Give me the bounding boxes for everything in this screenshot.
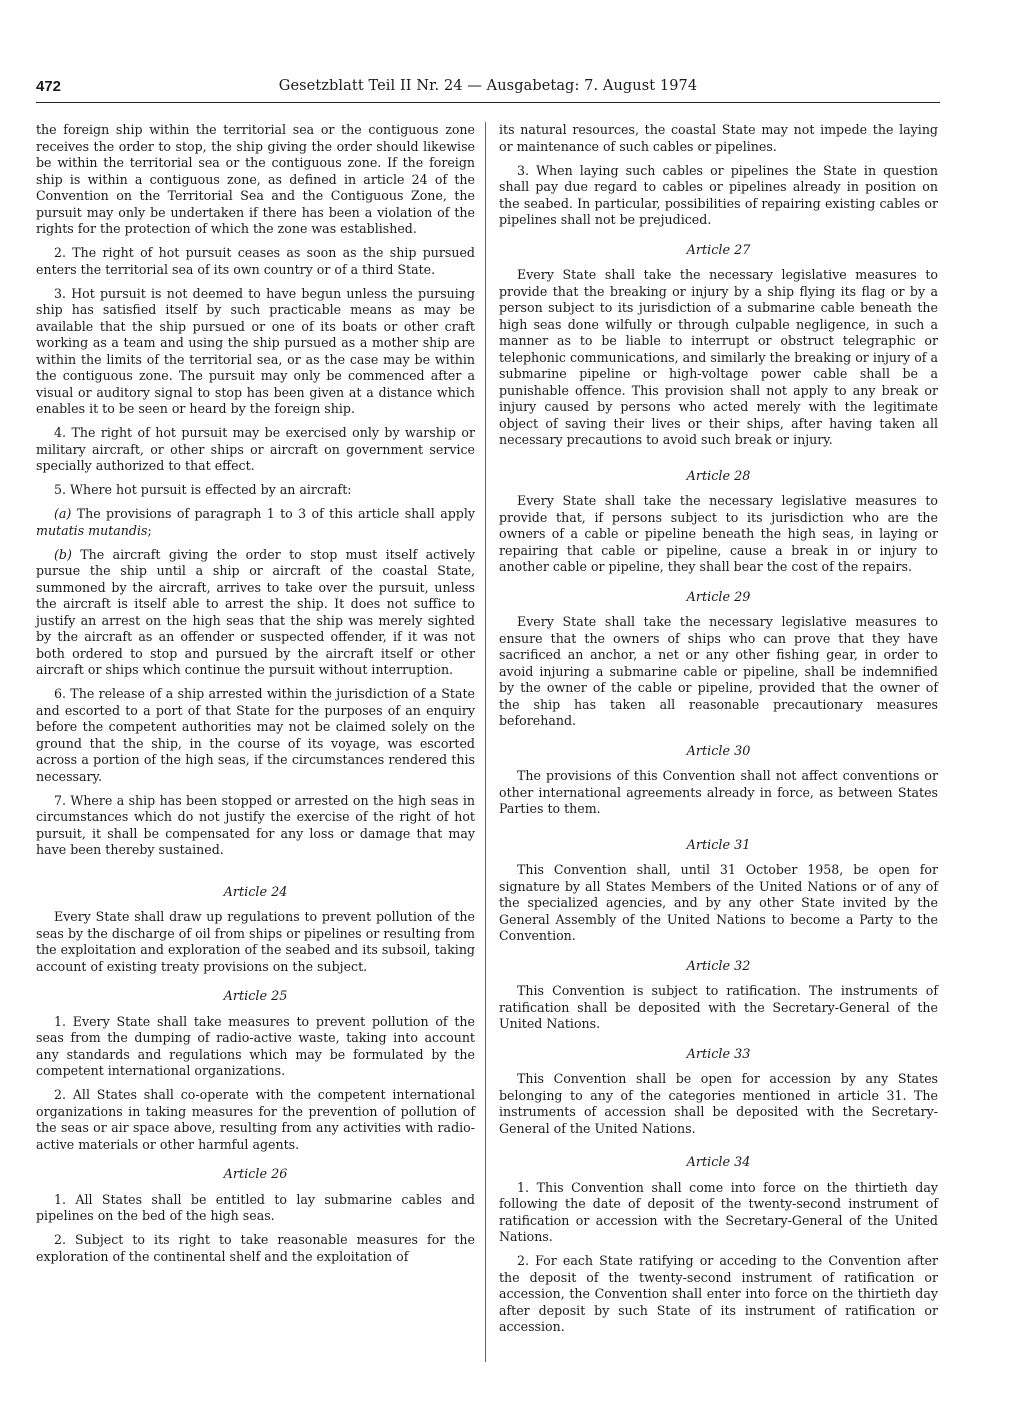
- paragraph: 3. Hot pursuit is not deemed to have begun unless the pursuing ship has satisfied itself by such practicable means as may be available that the ship pursued or one of its boats or other craft working as a team and using the ship pursued as a mother ship are within the limits of the territorial sea, or as the case may be within the contiguous zone. The pursuit may only be commenced after a visual or auditory signal to stop has been given at a distance which enables it to be seen or heard by the foreign ship.: [36, 285, 475, 416]
- running-title: Gesetzblatt Teil II Nr. 24 — Ausgabetag: 7. August 1974: [278, 78, 698, 94]
- paragraph: 1. Every State shall take measures to prevent pollution of the seas from the dumping of radio-active waste, taking into account any standards and regulations which may be formulated by the competent international organizations.: [36, 1013, 475, 1078]
- paragraph: 1. This Convention shall come into force on the thirtieth day following the date of deposit of the twenty-second instrument of ratification or accession with the Secretary-General of the United Nations.: [499, 1179, 938, 1244]
- paragraph: 7. Where a ship has been stopped or arrested on the high seas in circumstances which do not justify the exercise of the right of hot pursuit, it shall be compensated for any loss or damage that may have been thereby sustained.: [36, 792, 475, 857]
- latin-phrase: mutatis mutandis: [36, 522, 148, 538]
- paragraph: Every State shall take the necessary legislative measures to provide that, if persons subject to its jurisdiction who are the owners of a cable or pipeline beneath the high seas, in laying or repairing that cable or pipeline, cause a break in or injury to another cable or pipeline, they shall bear the cost of the repairs.: [499, 493, 938, 574]
- paragraph: Every State shall take the necessary legislative measures to ensure that the owners of ships who can prove that they have sacrificed an anchor, a net or any other fishing gear, in order to avoid injuring a submarine cable or pipeline, shall be indemnified by the owner of the cable or pipeline, provided that the owner of the ship has taken all reasonable precautionary measures beforehand.: [499, 614, 938, 728]
- paragraph: 4. The right of hot pursuit may be exercised only by warship or military aircraft, or other ships or aircraft on government service specially authorized to that effect.: [36, 425, 475, 473]
- paragraph: 3. When laying such cables or pipelines the State in question shall pay due regard to cables or pipelines already in position on the seabed. In particular, possibilities of repairing existing cables or pipelines shall not be prejudiced.: [499, 162, 938, 227]
- article-heading: Article 33: [686, 1046, 751, 1062]
- paragraph: 6. The release of a ship arrested within the jurisdiction of a State and escorted to a port of that State for the purposes of an enquiry before the competent authorities may not be claimed solely on the ground that the ship, in the course of its voyage, was escorted across a portion of the high seas, if the circumstances rendered this necessary.: [36, 686, 475, 784]
- paragraph: [36, 506, 475, 539]
- article-heading: Article 25: [223, 989, 288, 1004]
- article-heading: Article 31: [686, 837, 751, 853]
- paragraph: 2. Subject to its right to take reasonable measures for the exploration of the continental shelf and the exploitation of: [36, 1232, 475, 1264]
- paragraph: 1. All States shall be entitled to lay submarine cables and pipelines on the bed of the high seas.: [36, 1191, 475, 1223]
- paragraph: 2. All States shall co-operate with the competent international organizations in taking measures for the prevention of pollution of the seas or air space above, resulting from any activities with radio-active materials or other harmful agents.: [36, 1087, 475, 1152]
- item-text: The aircraft giving the order to stop must itself actively pursue the ship until a ship or aircraft of the coastal State, summoned by the aircraft, arrives to take over the pursuit, unless the aircraft is itself able to arrest the ship. It does not suffice to justify an arrest on the high seas that the ship was merely sighted by the aircraft as an offender or suspected offender, if it was not both ordered to stop and pursued by the aircraft itself or other aircraft or ships which continue the pursuit without interruption.: [36, 546, 475, 677]
- article-heading: Article 27: [686, 242, 751, 258]
- right-column: [499, 122, 938, 1343]
- page-header: [36, 78, 940, 103]
- paragraph: This Convention shall be open for accession by any States belonging to any of the categories mentioned in article 31. The instruments of accession shall be deposited with the Secretary-General of the United Nations.: [499, 1071, 938, 1136]
- punctuation: ;: [147, 522, 152, 538]
- article-heading: Article 24: [223, 884, 288, 900]
- page-number: 472: [36, 78, 62, 95]
- paragraph: This Convention shall, until 31 October 1958, be open for signature by all States Members of the United Nations or of any of the specialized agencies, and by any other State invited by the General Assembly of the United Nations to become a Party to the Convention.: [499, 862, 938, 943]
- article-heading: Article 32: [686, 958, 751, 974]
- article-heading: Article 29: [686, 589, 751, 605]
- article-heading: Article 34: [686, 1155, 751, 1170]
- article-heading: Article 28: [686, 468, 751, 484]
- paragraph: the foreign ship within the territorial sea or the contiguous zone receives the order to stop, the ship giving the order should likewise be within the territorial sea or the contiguous zone. If the foreign ship is within a contiguous zone, as defined in article 24 of the Convention on the Territorial Sea and the Contiguous Zone, the pursuit may only be undertaken if there has been a violation of the rights for the protection of which the zone was established.: [36, 122, 475, 236]
- paragraph: This Convention is subject to ratification. The instruments of ratification shall be deposited with the Secretary-General of the United Nations.: [499, 983, 938, 1031]
- paragraph: The provisions of this Convention shall not affect conventions or other international agreements already in force, as between States Parties to them.: [499, 768, 938, 816]
- paragraph: 2. The right of hot pursuit ceases as soon as the ship pursued enters the territorial sea of its own country or of a third State.: [36, 245, 475, 277]
- left-column: [36, 122, 475, 1273]
- paragraph: 2. For each State ratifying or acceding to the Convention after the deposit of the twenty-second instrument of ratification or accession, the Convention shall enter into force on the thirtieth day after deposit by such State of its instrument of ratification or accession.: [499, 1253, 938, 1334]
- column-divider: [485, 122, 486, 1362]
- article-heading: Article 30: [686, 743, 751, 759]
- paragraph: [36, 547, 475, 679]
- item-text: The provisions of paragraph 1 to 3 of this article shall apply: [76, 506, 475, 521]
- article-heading: Article 26: [223, 1167, 288, 1182]
- paragraph: 5. Where hot pursuit is effected by an aircraft:: [54, 482, 352, 497]
- item-label: (b): [54, 546, 72, 562]
- paragraph: Every State shall draw up regulations to prevent pollution of the seas by the discharge of oil from ships or pipelines or resulting from the exploitation and exploration of the seabed and its subsoil, taking account of existing treaty provisions on the subject.: [36, 909, 475, 974]
- item-label: (a): [54, 506, 72, 521]
- paragraph: its natural resources, the coastal State may not impede the laying or maintenance of such cables or pipelines.: [499, 122, 938, 154]
- paragraph: Every State shall take the necessary legislative measures to provide that the breaking or injury by a ship flying its flag or by a person subject to its jurisdiction of a submarine cable beneath the high seas done wilfully or through culpable negligence, in such a manner as to be liable to interrupt or obstruct telegraphic or telephonic communications, and similarly the breaking or injury of a submarine pipeline or high-voltage power cable shall be a punishable offence. This provision shall not apply to any break or injury caused by persons who acted merely with the legitimate object of saving their lives or their ships, after having taken all necessary precautions to avoid such break or injury.: [499, 267, 938, 447]
